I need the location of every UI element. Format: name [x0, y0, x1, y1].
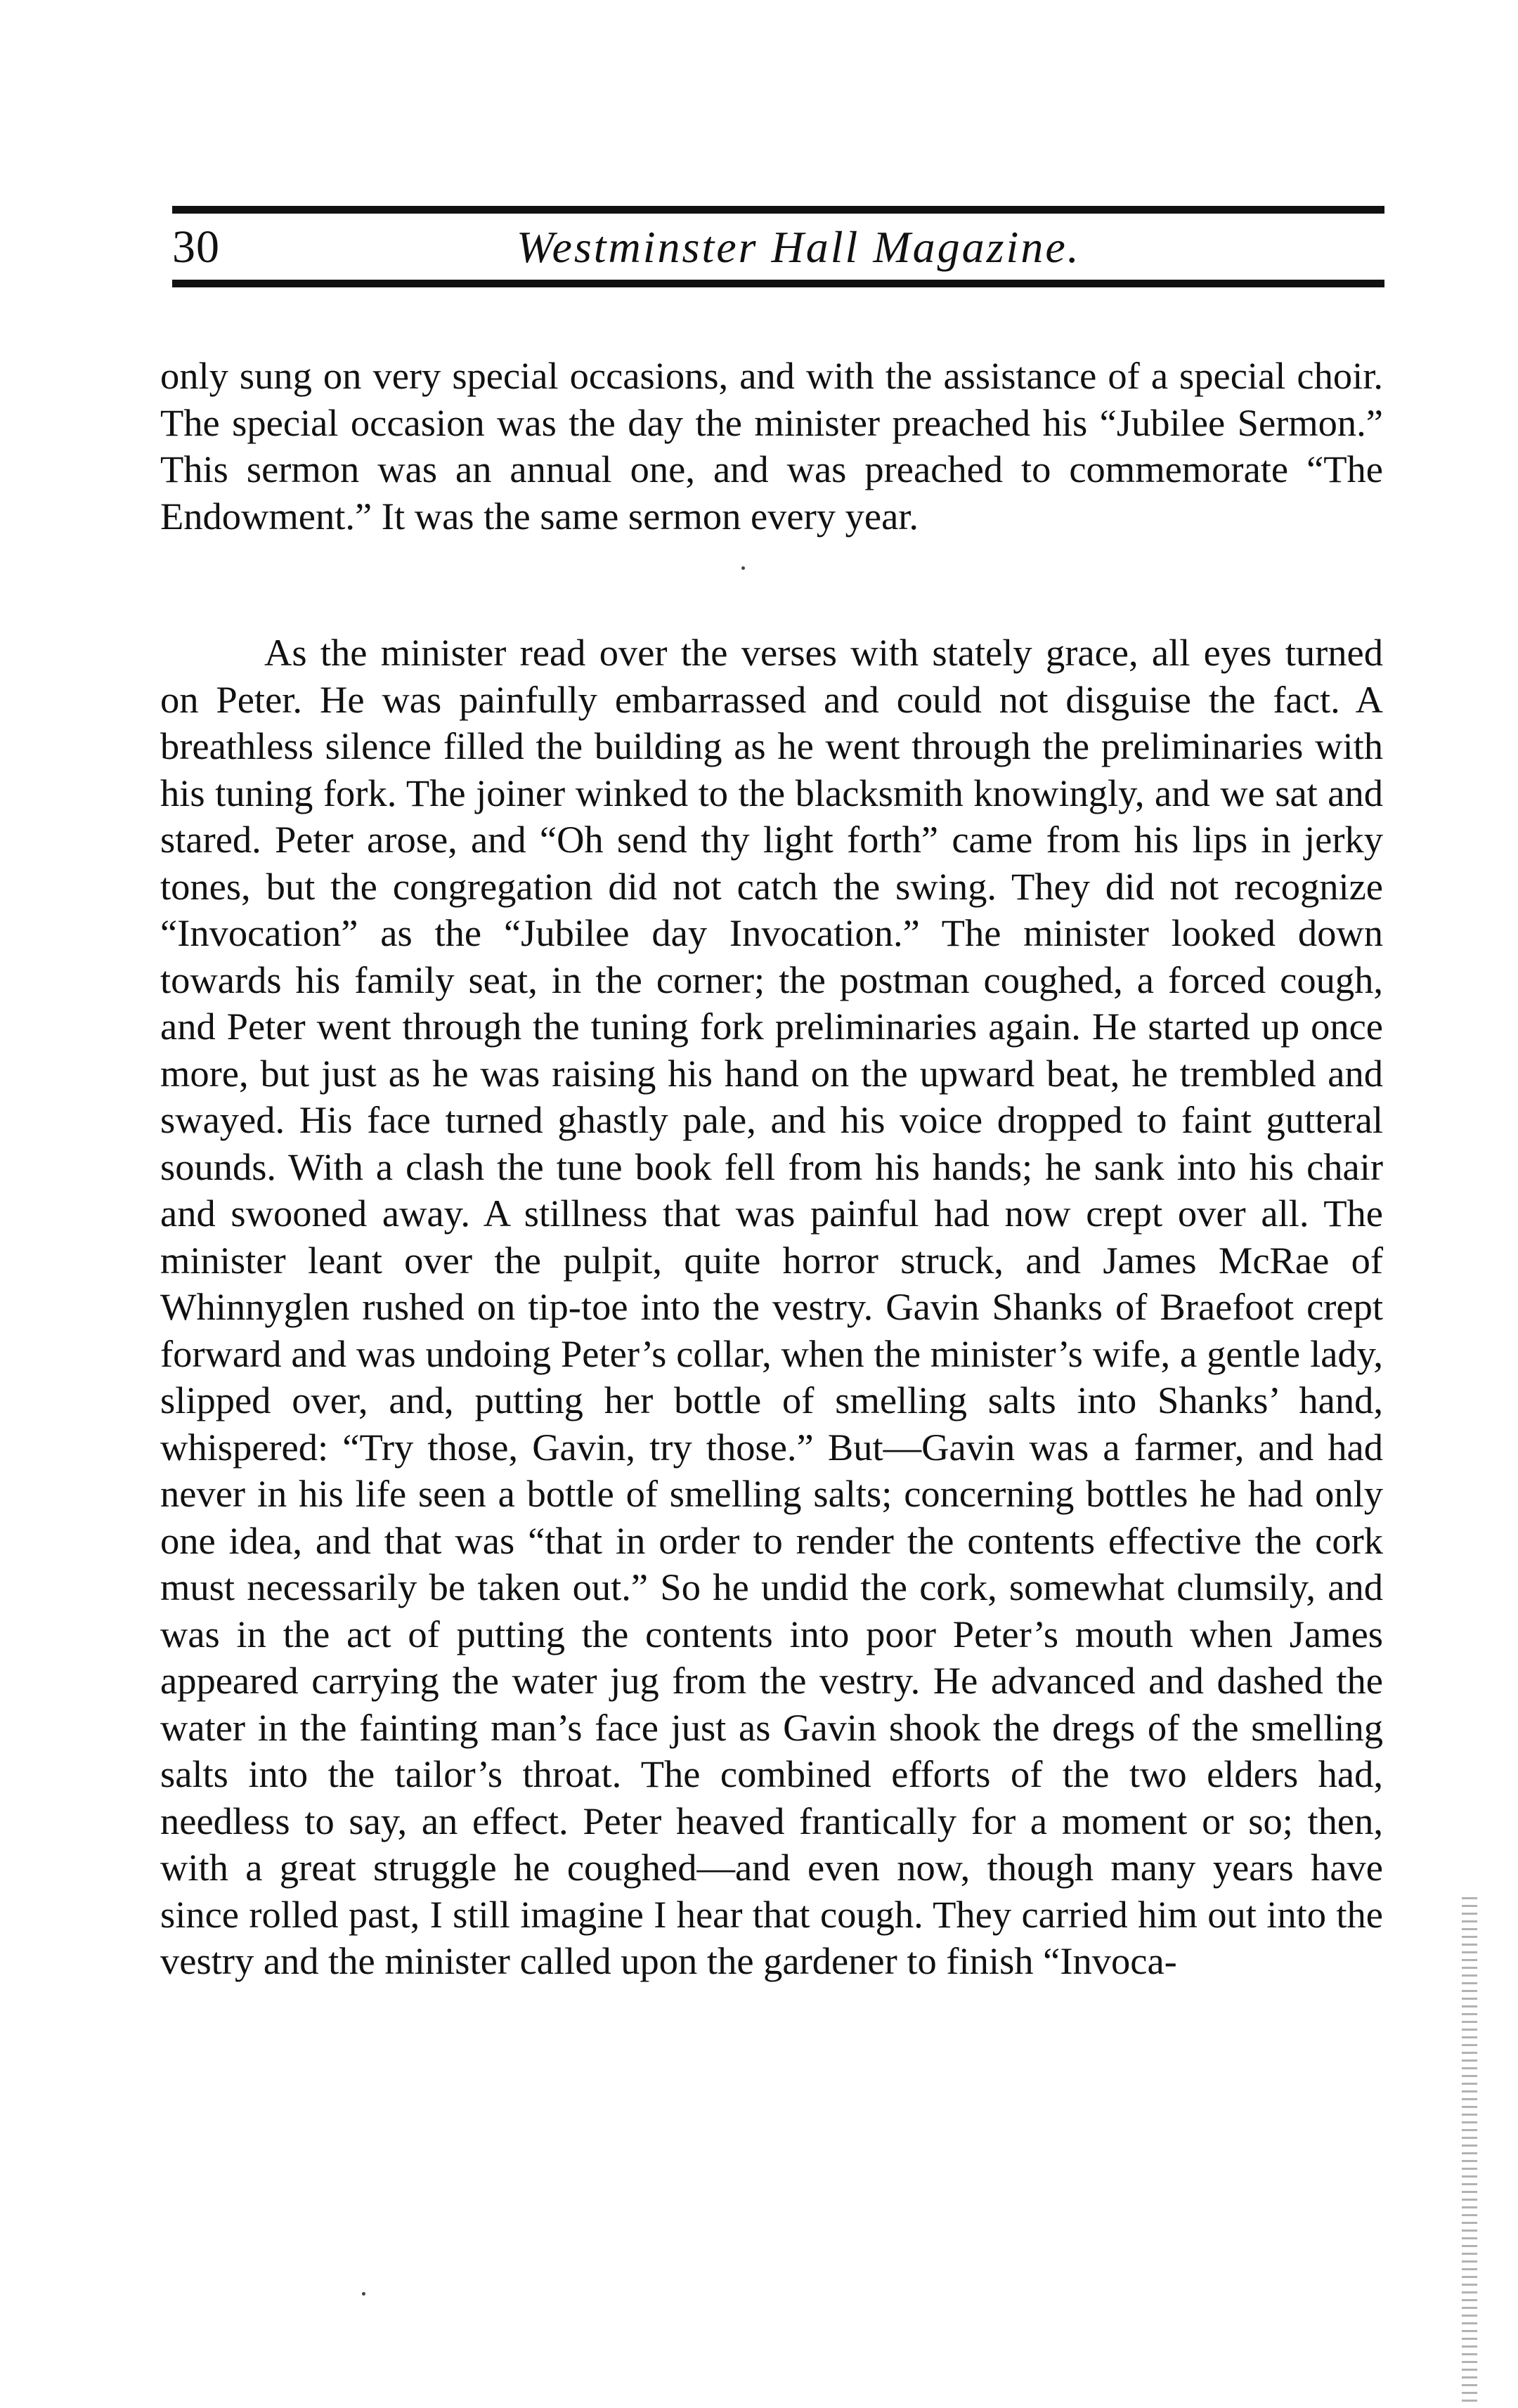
- paper-speck: [741, 566, 745, 570]
- magazine-title: Westminster Hall Magazine.: [517, 222, 1081, 272]
- paragraph-continued: only sung on very special occasions, and with the assistance of a special choir. The special occasion was the day the minister preached his “Jubilee Sermon.” This sermon was an annual one, and was preached to commemorate “The Endowment.” It was the same sermon every year.: [160, 354, 1383, 538]
- header-top-rule: [172, 206, 1384, 214]
- header-bottom-rule: [172, 280, 1384, 287]
- paragraph: As the minister read over the verses with stately grace, all eyes turned on Peter. He was painfully embarrassed and could not disguise the fact. A breathless silence filled the building as he went through the preliminaries with his tuning fork. The joiner winked to the blacksmith knowingly, and we sat and stared. Peter arose, and “Oh send thy light forth” came from his lips in jerky tones, but the congregation did not catch the swing. They did not recognize “Invocation” as the “Jubilee day Invocation.” The minister looked down towards his family seat, in the corner; the postman coughed, a forced cough, and Peter went through the tuning fork preliminaries again. He started up once more, but just as he was raising his hand on the upward beat, he trembled and swayed. His face turned ghastly pale, and his voice dropped to faint gutteral sounds. With a clash the tune book fell from his hands; he sank into his chair and swooned away. A stillness that was painful had now crept over all. The minister leant over the pulpit, quite horror struck, and James McRae of Whinnyglen rushed on tip-toe into the vestry. Gavin Shanks of Braefoot crept forward and was undoing Peter’s collar, when the minister’s wife, a gentle lady, slipped over, and, putting her bottle of smelling salts into Shanks’ hand, whispered: “Try those, Gavin, try those.” But—Gavin was a farmer, and had never in his life seen a bottle of smelling salts; concerning bottles he had only one idea, and that was “that in order to render the contents effective the cork must necessarily be taken out.” So he undid the cork, somewhat clumsily, and was in the act of putting the contents into poor Peter’s mouth when James appeared carrying the water jug from the vestry. He advanced and dashed the water in the fainting man’s face just as Gavin shook the dregs of the smelling salts into the tailor’s throat. The combined efforts of the two elders had, needless to say, an effect. Peter heaved frantically for a moment or so; then, with a great struggle he coughed—and even now, though many years have since rolled past, I still imagine I hear that cough. They carried him out into the vestry and the minister called upon the gardener to finish “Invoca-: [160, 631, 1383, 1982]
- article-body: [160, 353, 1383, 1985]
- running-head: [172, 216, 1384, 278]
- page-number: 30: [172, 221, 220, 273]
- page-edge-shadow: [1462, 1897, 1477, 2403]
- paper-speck: [362, 2292, 365, 2296]
